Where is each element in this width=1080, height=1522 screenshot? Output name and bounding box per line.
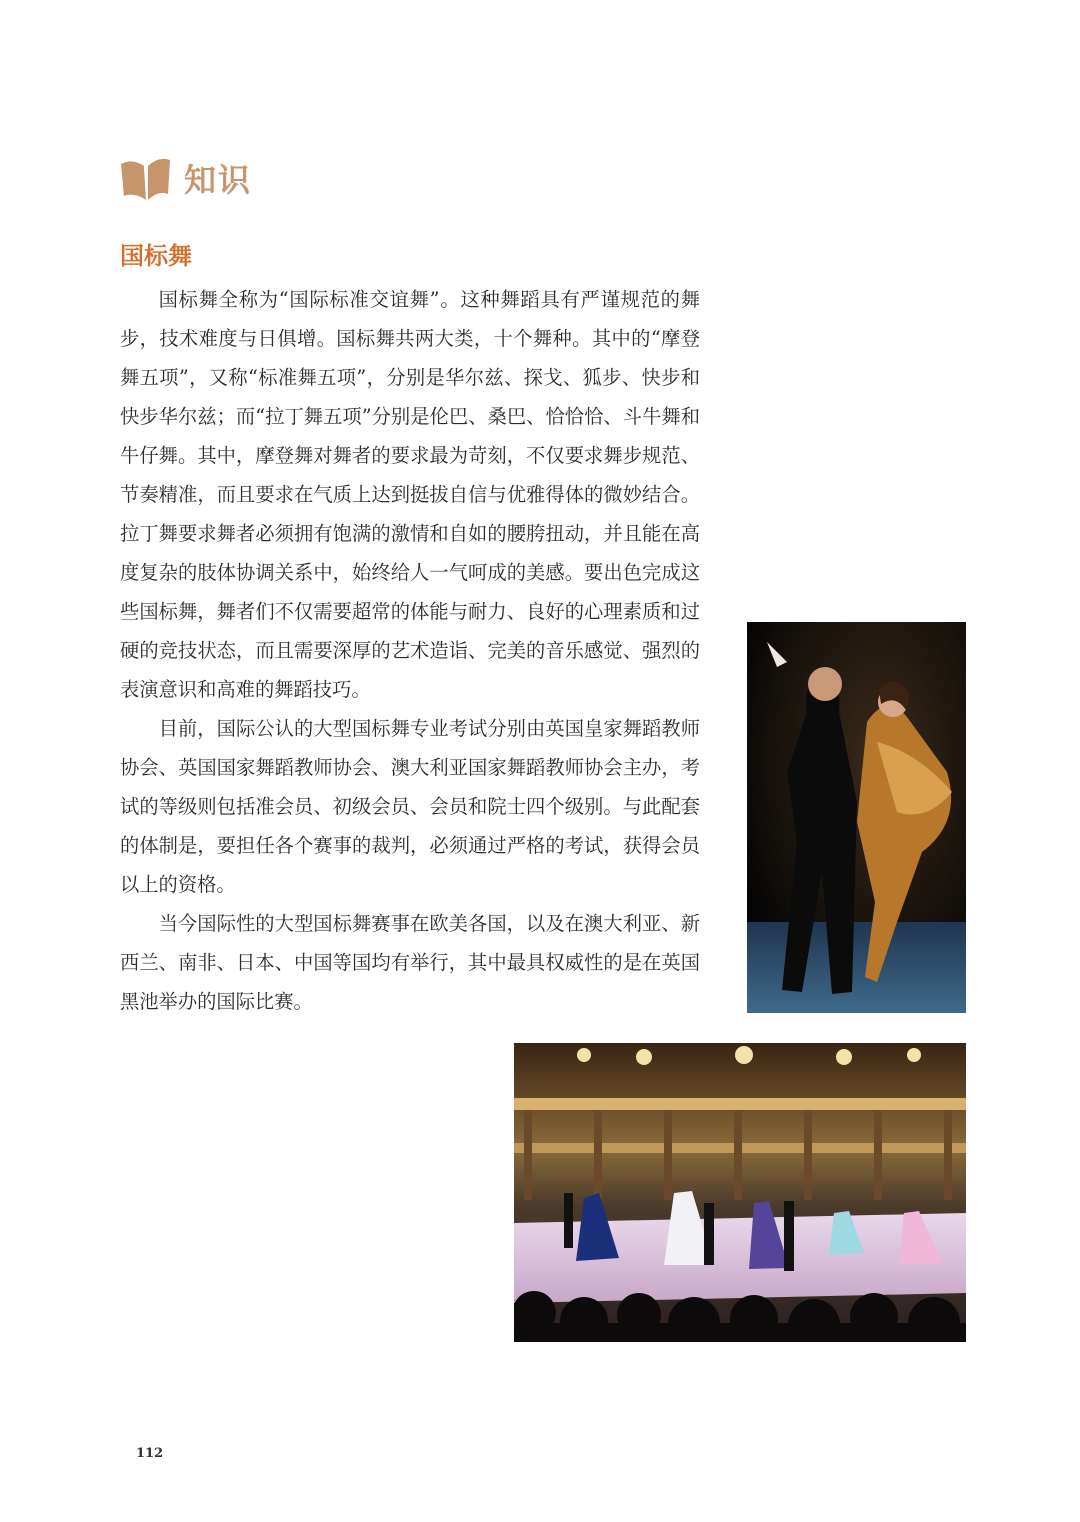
open-book-icon: [118, 150, 174, 206]
section-header: [118, 150, 252, 206]
paragraph: 当今国际性的大型国标舞赛事在欧美各国，以及在澳大利亚、新西兰、南非、日本、中国等国均有举行，其中最具权威性的是在英国黑池举办的国际比赛。: [120, 912, 700, 1013]
page-number: 112: [136, 1446, 164, 1461]
paragraph: 国标舞全称为“国际标准交谊舞”。这种舞蹈具有严谨规范的舞步，技术难度与日俱增。国标舞共两大类，十个舞种。其中的“摩登舞五项”，又称“标准舞五项”，分别是华尔兹、探戈、狐步、快步和快步华尔兹；而“拉丁舞五项”分别是伦巴、桑巴、恰恰恰、斗牛舞和牛仔舞。其中，摩登舞对舞者的要求最为苛刻，不仅要求舞步规范、节奏精准，而且要求在气质上达到挺拔自信与优雅得体的微妙结合。拉丁舞要求舞者必须拥有饱满的激情和自如的腰胯扭动，并且能在高度复杂的肢体协调关系中，始终给人一气呵成的美感。要出色完成这些国标舞，舞者们不仅需要超常的体能与耐力、良好的心理素质和过硬的竞技状态，而且需要深厚的艺术造诣、完美的音乐感觉、强烈的表演意识和高难的舞蹈技巧。: [120, 288, 700, 701]
section-label: 知识: [184, 161, 253, 199]
article-body: [120, 280, 700, 1021]
paragraph: 目前，国际公认的大型国标舞专业考试分别由英国皇家舞蹈教师协会、英国国家舞蹈教师协会、澳大利亚国家舞蹈教师协会主办，考试的等级则包括准会员、初级会员、会员和院士四个级别。与此配套的体制是，要担任各个赛事的裁判，必须通过严格的考试，获得会员以上的资格。: [120, 717, 700, 896]
dancing-couple-photo: [747, 622, 966, 1013]
ballroom-competition-photo: [514, 1043, 966, 1342]
article-title: 国标舞: [120, 242, 192, 270]
